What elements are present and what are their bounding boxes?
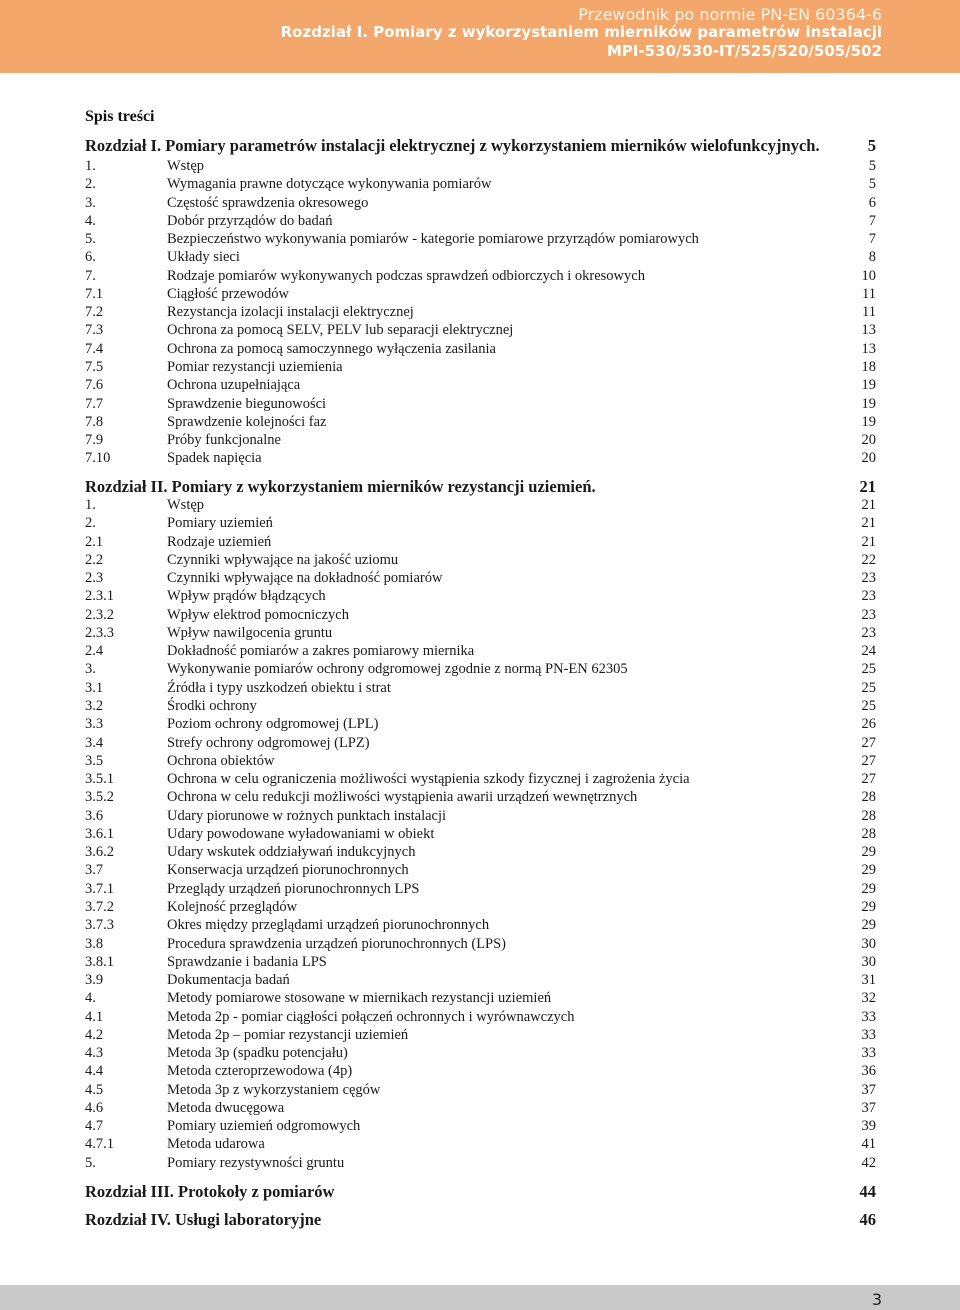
- toc-entry-title: Rodzaje uziemień: [167, 533, 272, 550]
- toc-entry-number: 3.8.1: [85, 953, 114, 970]
- toc-chapter[interactable]: [85, 136, 876, 156]
- toc-entry[interactable]: [85, 880, 876, 898]
- toc-entry-page: 21: [861, 515, 876, 532]
- toc-entry-title: Procedura sprawdzenia urządzeń piorunochronnych (LPS): [167, 935, 507, 952]
- toc-entry-page: 24: [861, 643, 876, 660]
- toc-chapter-page: 21: [859, 477, 876, 496]
- toc-entry[interactable]: [85, 449, 876, 467]
- toc-entry-page: 19: [861, 377, 876, 394]
- toc-entry[interactable]: [85, 1117, 876, 1135]
- toc-entry-number: 3.7: [85, 862, 104, 879]
- toc-entry[interactable]: [85, 1135, 876, 1153]
- toc-entry-page: 28: [861, 789, 876, 806]
- toc-entry-number: 1.: [85, 497, 96, 513]
- toc-entry-title: Metoda czteroprzewodowa (4p): [167, 1063, 353, 1080]
- toc-entry-title: Sprawdzenie kolejności faz: [167, 413, 327, 430]
- toc-entry[interactable]: [85, 697, 876, 715]
- toc-entry-title: Pomiary uziemień odgromowych: [167, 1118, 361, 1135]
- toc-entry-page: 29: [861, 844, 876, 861]
- toc-entry-number: 3.3: [85, 716, 104, 733]
- toc-entry-title: Spadek napięcia: [167, 450, 262, 467]
- toc-entry-number: 4.: [85, 212, 96, 229]
- toc-entry-number: 5.: [85, 1154, 96, 1171]
- toc-entry-page: 5: [868, 176, 876, 193]
- toc-entry-number: 2.2: [85, 551, 104, 568]
- toc-entry-number: 4.: [85, 990, 96, 1007]
- toc-entry[interactable]: [85, 734, 876, 752]
- toc-chapter[interactable]: [85, 1210, 876, 1230]
- toc-entry-number: 4.4: [85, 1063, 104, 1080]
- toc-entry-title: Dokładność pomiarów a zakres pomiarowy miernika: [167, 643, 475, 660]
- toc-entry[interactable]: [85, 752, 876, 770]
- toc-entry[interactable]: [85, 496, 876, 514]
- toc-entry-number: 7.8: [85, 413, 104, 430]
- toc-entry-title: Wpływ prądów błądzących: [167, 588, 326, 605]
- toc-entry-page: 30: [861, 935, 876, 952]
- toc-entry[interactable]: [85, 569, 876, 587]
- toc-entry-page: 7: [868, 231, 876, 248]
- toc-entry[interactable]: [85, 175, 876, 193]
- toc-entry[interactable]: [85, 624, 876, 642]
- toc-entry[interactable]: [85, 916, 876, 934]
- toc-entry-number: 3.6: [85, 807, 104, 824]
- toc-entry-number: 3.: [85, 661, 96, 678]
- toc-entry-number: 2.3.3: [85, 624, 114, 641]
- toc-chapter-title: Rozdział I. Pomiary parametrów instalacji elektrycznej z wykorzystaniem mierników wielofunkcyjnych.: [85, 136, 820, 155]
- toc-entry-title: Metoda 3p (spadku potencjału): [167, 1045, 348, 1062]
- toc-entry-number: 3.7.2: [85, 898, 114, 915]
- toc-entry-title: Okres między przeglądami urządzeń piorunochronnych: [167, 917, 490, 934]
- toc-entry-title: Ciągłość przewodów: [167, 285, 290, 302]
- toc-entry[interactable]: [85, 1099, 876, 1117]
- toc-entry-page: 23: [861, 570, 876, 587]
- toc-entry-page: 36: [861, 1063, 876, 1080]
- toc-entry[interactable]: [85, 1008, 876, 1026]
- toc-entry[interactable]: [85, 1081, 876, 1099]
- toc-entry-title: Metoda dwucęgowa: [167, 1099, 285, 1116]
- toc-title: Spis treści: [85, 108, 155, 125]
- toc-entry-number: 7.1: [85, 285, 104, 302]
- toc-entry-number: 4.7.1: [85, 1136, 114, 1153]
- toc-entry-number: 3.4: [85, 734, 104, 751]
- toc-entry-page: 41: [861, 1136, 876, 1153]
- toc-entry-page: 30: [861, 953, 876, 970]
- toc-entry[interactable]: [85, 971, 876, 989]
- toc-entry-title: Przeglądy urządzeń piorunochronnych LPS: [167, 880, 420, 897]
- toc-entry-title: Ochrona uzupełniająca: [167, 377, 301, 394]
- toc-entry-title: Środki ochrony: [167, 698, 257, 714]
- toc-entry-title: Kolejność przeglądów: [167, 898, 298, 915]
- toc-entry-number: 3.8: [85, 935, 104, 952]
- toc-entry-page: 20: [861, 432, 876, 449]
- toc-entry-number: 7.5: [85, 359, 104, 375]
- toc-entry-page: 5: [868, 158, 876, 174]
- toc-entry-number: 1.: [85, 158, 96, 174]
- toc-entry[interactable]: [85, 340, 876, 358]
- toc-entry-number: 3.5.1: [85, 771, 114, 787]
- toc-entry-title: Rodzaje pomiarów wykonywanych podczas sprawdzeń odbiorczych i okresowych: [167, 267, 645, 284]
- toc-entry-title: Próby funkcjonalne: [167, 432, 281, 449]
- toc-entry-page: 27: [861, 752, 876, 769]
- toc-entry-page: 23: [861, 606, 876, 623]
- page-header: [0, 0, 960, 73]
- toc-entry[interactable]: [85, 642, 876, 660]
- toc-entry-title: Ochrona obiektów: [167, 752, 275, 769]
- toc-entry-page: 29: [861, 917, 876, 934]
- toc-entry-title: Udary wskutek oddziaływań indukcyjnych: [167, 844, 416, 861]
- header-models: MPI-530/530-IT/525/520/505/502: [606, 42, 882, 60]
- toc-entry-page: 22: [861, 551, 876, 568]
- toc-entry-title: Metoda 2p - pomiar ciągłości połączeń ochronnych i wyrównawczych: [167, 1008, 575, 1025]
- toc-entry[interactable]: [85, 533, 876, 551]
- toc-entry[interactable]: [85, 989, 876, 1007]
- toc-entry-page: 27: [861, 734, 876, 751]
- toc-entry-page: 19: [861, 413, 876, 430]
- toc-chapter-page: 5: [867, 136, 876, 155]
- toc-entry-number: 3.7.1: [85, 880, 114, 897]
- toc-entry-title: Strefy ochrony odgromowej (LPZ): [167, 734, 370, 751]
- page-footer: [0, 1285, 960, 1310]
- toc-entry[interactable]: [85, 285, 876, 303]
- toc-entry-number: 3.2: [85, 698, 104, 714]
- toc-entry-number: 4.7: [85, 1118, 104, 1135]
- toc-entry-page: 23: [861, 624, 876, 641]
- toc-chapter-title: Rozdział II. Pomiary z wykorzystaniem mierników rezystancji uziemień.: [85, 477, 596, 496]
- header-chapter-title: Rozdział I. Pomiary z wykorzystaniem mierników parametrów instalacji: [280, 23, 882, 41]
- toc-entry[interactable]: [85, 935, 876, 953]
- toc-chapter-title: Rozdział III. Protokoły z pomiarów: [85, 1182, 335, 1201]
- toc-entry[interactable]: [85, 1154, 876, 1172]
- toc-entry-page: 26: [861, 716, 876, 733]
- toc-entry-title: Udary powodowane wyładowaniami w obiekt: [167, 825, 435, 842]
- toc-chapter-page: 46: [859, 1210, 876, 1229]
- toc-entry[interactable]: [85, 212, 876, 230]
- toc-entry[interactable]: [85, 395, 876, 413]
- toc-entry-page: 37: [861, 1081, 876, 1098]
- toc-entry-page: 10: [861, 267, 876, 284]
- toc-entry-number: 3.6.2: [85, 844, 114, 861]
- toc-entry[interactable]: [85, 587, 876, 605]
- toc-entry-number: 3.7.3: [85, 917, 114, 934]
- toc-entry-page: 37: [861, 1099, 876, 1116]
- toc-entry[interactable]: [85, 898, 876, 916]
- toc-chapter-title: Rozdział IV. Usługi laboratoryjne: [85, 1210, 322, 1229]
- toc-entry-title: Sprawdzanie i badania LPS: [167, 953, 327, 970]
- toc-entry-number: 7.9: [85, 432, 104, 449]
- toc-entry[interactable]: [85, 1044, 876, 1062]
- page-number: 3: [871, 1290, 882, 1309]
- toc-entry-number: 6.: [85, 249, 96, 266]
- toc-entry-page: 39: [861, 1118, 876, 1135]
- toc-entry[interactable]: [85, 303, 876, 321]
- toc-entry-page: 11: [862, 285, 876, 302]
- toc-entry-title: Sprawdzenie biegunowości: [167, 395, 327, 412]
- toc-entry-page: 29: [861, 862, 876, 879]
- toc-entry-number: 5.: [85, 231, 96, 248]
- toc-entry-title: Ochrona w celu redukcji możliwości wystąpienia awarii urządzeń wewnętrznych: [167, 789, 638, 806]
- toc-entry-number: 3.9: [85, 972, 104, 988]
- toc-entry-page: 13: [861, 340, 876, 357]
- toc-entry[interactable]: [85, 679, 876, 697]
- toc-entry-number: 3.: [85, 194, 96, 211]
- toc-entry[interactable]: [85, 431, 876, 449]
- toc-entry[interactable]: [85, 194, 876, 212]
- toc-entry[interactable]: [85, 788, 876, 806]
- toc-entry-page: 19: [861, 395, 876, 412]
- toc-entry[interactable]: [85, 321, 876, 339]
- toc-entry-number: 2.3: [85, 570, 104, 587]
- toc-entry[interactable]: [85, 825, 876, 843]
- toc-entry[interactable]: [85, 248, 876, 266]
- toc-entry-page: 6: [868, 194, 876, 211]
- toc-entry-page: 8: [868, 249, 876, 266]
- toc-entry[interactable]: [85, 807, 876, 825]
- toc-entry[interactable]: [85, 1026, 876, 1044]
- toc-entry-page: 21: [861, 497, 876, 513]
- toc-entry-number: 7.: [85, 267, 96, 284]
- toc-entry-page: 42: [861, 1154, 876, 1171]
- toc-entry-page: 11: [862, 304, 876, 321]
- toc-entry[interactable]: [85, 770, 876, 788]
- toc-entry[interactable]: [85, 660, 876, 678]
- toc-entry-page: 7: [868, 212, 876, 229]
- toc-entry-number: 2.: [85, 176, 96, 193]
- toc-entry-page: 25: [861, 698, 876, 714]
- toc-entry[interactable]: [85, 715, 876, 733]
- toc-entry[interactable]: [85, 514, 876, 532]
- toc-entry[interactable]: [85, 376, 876, 394]
- toc-entry[interactable]: [85, 953, 876, 971]
- toc-entry-title: Metoda udarowa: [167, 1136, 265, 1153]
- toc-entry-number: 7.4: [85, 340, 104, 357]
- toc-entry-number: 7.6: [85, 377, 104, 394]
- toc-entry-number: 4.5: [85, 1081, 104, 1098]
- toc-entry-title: Wstęp: [167, 497, 205, 513]
- toc-entry-page: 23: [861, 588, 876, 605]
- toc-entry-number: 4.3: [85, 1045, 104, 1062]
- toc-entry-number: 3.6.1: [85, 825, 114, 842]
- toc-entry-page: 13: [861, 322, 876, 339]
- toc-entry-number: 4.6: [85, 1099, 104, 1116]
- toc-entry-title: Pomiary rezystywności gruntu: [167, 1154, 345, 1171]
- toc-entry-title: Częstość sprawdzenia okresowego: [167, 194, 369, 211]
- toc-entry-title: Ochrona za pomocą samoczynnego wyłączenia zasilania: [167, 340, 496, 357]
- toc-entry-number: 7.3: [85, 322, 104, 339]
- toc-entry-number: 7.10: [85, 450, 111, 467]
- toc-entry-page: 29: [861, 880, 876, 897]
- toc-entry-title: Czynniki wpływające na dokładność pomiarów: [167, 570, 443, 587]
- toc-entry-title: Dobór przyrządów do badań: [167, 212, 333, 229]
- toc-entry-title: Udary piorunowe w rożnych punktach instalacji: [167, 807, 447, 824]
- header-guide-title: Przewodnik po normie PN-EN 60364-6: [578, 5, 882, 24]
- toc-entry-title: Wpływ nawilgocenia gruntu: [167, 624, 333, 641]
- toc-entry[interactable]: [85, 413, 876, 431]
- toc-entry[interactable]: [85, 230, 876, 248]
- toc-entry-title: Ochrona w celu ograniczenia możliwości wystąpienia szkody fizycznej i zagrożenia życia: [167, 771, 690, 787]
- toc-entry-page: 25: [861, 679, 876, 696]
- toc-entry-page: 33: [861, 1008, 876, 1025]
- toc-entry[interactable]: [85, 1062, 876, 1080]
- toc-entry[interactable]: [85, 551, 876, 569]
- toc-entry-page: 31: [861, 972, 876, 988]
- toc-entry-number: 4.2: [85, 1026, 104, 1043]
- toc-entry-title: Pomiary uziemień: [167, 515, 273, 532]
- toc-entry-number: 3.5: [85, 752, 104, 769]
- toc-entry[interactable]: [85, 157, 876, 175]
- toc-entry-title: Źródła i typy uszkodzeń obiektu i strat: [167, 679, 391, 696]
- toc-entry-number: 3.1: [85, 679, 104, 696]
- toc-entry-number: 2.3.1: [85, 588, 114, 605]
- toc-entry-title: Wymagania prawne dotyczące wykonywania pomiarów: [167, 176, 492, 193]
- toc-entry-page: 33: [861, 1026, 876, 1043]
- toc-entry-title: Ochrona za pomocą SELV, PELV lub separacji elektrycznej: [167, 322, 514, 339]
- toc-entry-title: Metoda 3p z wykorzystaniem cęgów: [167, 1081, 381, 1098]
- toc-entry-title: Konserwacja urządzeń piorunochronnych: [167, 862, 409, 879]
- toc-entry-page: 32: [861, 990, 876, 1007]
- toc-entry-title: Rezystancja izolacji instalacji elektrycznej: [167, 304, 414, 321]
- toc-chapter[interactable]: [85, 1182, 876, 1202]
- toc-entry-page: 25: [861, 661, 876, 678]
- toc-chapter-page: 44: [859, 1182, 876, 1201]
- toc-entry-title: Wstęp: [167, 158, 205, 174]
- toc-entry-number: 2.3.2: [85, 606, 114, 623]
- toc-entry-title: Wykonywanie pomiarów ochrony odgromowej zgodnie z normą PN-EN 62305: [167, 661, 628, 678]
- toc-entry-number: 4.1: [85, 1008, 104, 1025]
- toc-entry-title: Bezpieczeństwo wykonywania pomiarów - kategorie pomiarowe przyrządów pomiarowych: [167, 231, 699, 248]
- toc-entry-title: Metoda 2p – pomiar rezystancji uziemień: [167, 1026, 409, 1043]
- toc-entry-number: 2.: [85, 515, 96, 532]
- toc-entry-page: 21: [861, 533, 876, 550]
- toc-entry-number: 7.7: [85, 395, 104, 412]
- toc-entry[interactable]: [85, 861, 876, 879]
- toc-entry-number: 2.4: [85, 643, 104, 660]
- toc-entry-page: 33: [861, 1045, 876, 1062]
- toc-entry-title: Pomiar rezystancji uziemienia: [167, 359, 343, 375]
- toc-entry[interactable]: [85, 267, 876, 285]
- toc-entry-title: Układy sieci: [167, 249, 240, 266]
- toc-entry-number: 3.5.2: [85, 789, 114, 806]
- toc-entry-page: 18: [861, 359, 876, 375]
- toc-entry[interactable]: [85, 843, 876, 861]
- toc-entry-page: 28: [861, 807, 876, 824]
- toc-entry-page: 29: [861, 898, 876, 915]
- toc-entry-page: 28: [861, 825, 876, 842]
- toc-entry-number: 7.2: [85, 304, 104, 321]
- toc-entry-page: 20: [861, 450, 876, 467]
- toc-entry-number: 2.1: [85, 533, 104, 550]
- toc-entry-title: Poziom ochrony odgromowej (LPL): [167, 716, 379, 733]
- toc-entry[interactable]: [85, 606, 876, 624]
- toc-entry-title: Dokumentacja badań: [167, 972, 290, 988]
- toc-entry-page: 27: [861, 771, 876, 787]
- toc-entry-title: Czynniki wpływające na jakość uziomu: [167, 551, 399, 568]
- toc-entry-title: Wpływ elektrod pomocniczych: [167, 606, 349, 623]
- toc-entry-title: Metody pomiarowe stosowane w miernikach rezystancji uziemień: [167, 990, 552, 1007]
- toc-chapter[interactable]: [85, 477, 876, 497]
- toc-entry[interactable]: [85, 358, 876, 376]
